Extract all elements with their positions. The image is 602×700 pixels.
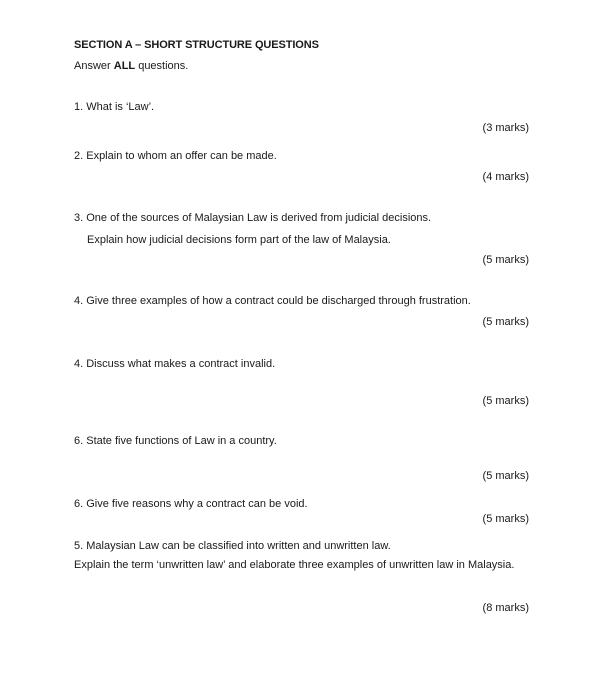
- question-1-text: 1. What is ‘Law’.: [74, 101, 155, 113]
- question-4b-text: 4. Discuss what makes a contract invalid.: [74, 358, 276, 370]
- question-1-marks: (3 marks): [482, 122, 529, 134]
- section-title: SECTION A – SHORT STRUCTURE QUESTIONS: [74, 39, 319, 51]
- question-4a-text: 4. Give three examples of how a contract could be discharged through frustration.: [74, 295, 471, 307]
- question-5-text-body: Explain the term ‘unwritten law’ and elaborate three examples of unwritten law in Malaysia.: [74, 559, 515, 571]
- question-2-marks: (4 marks): [482, 171, 529, 183]
- question-6b-marks: (5 marks): [482, 513, 529, 525]
- instruction-prefix: Answer: [74, 60, 114, 72]
- instruction-suffix: questions.: [135, 60, 189, 72]
- question-3-marks: (5 marks): [482, 254, 529, 266]
- question-4a-marks: (5 marks): [482, 316, 529, 328]
- question-3-text: 3. One of the sources of Malaysian Law is derived from judicial decisions.: [74, 212, 432, 224]
- question-5-text: 5. Malaysian Law can be classified into written and unwritten law.: [74, 540, 391, 552]
- question-2-text: 2. Explain to whom an offer can be made.: [74, 150, 277, 162]
- question-6b-text: 6. Give five reasons why a contract can be void.: [74, 498, 308, 510]
- question-6a-marks: (5 marks): [482, 470, 529, 482]
- instruction: [74, 59, 188, 73]
- question-3-text-line2: Explain how judicial decisions form part of the law of Malaysia.: [87, 234, 391, 246]
- question-4b-marks: (5 marks): [482, 395, 529, 407]
- question-6a-text: 6. State five functions of Law in a country.: [74, 435, 277, 447]
- question-5-marks: (8 marks): [482, 602, 529, 614]
- instruction-bold: ALL: [113, 60, 136, 72]
